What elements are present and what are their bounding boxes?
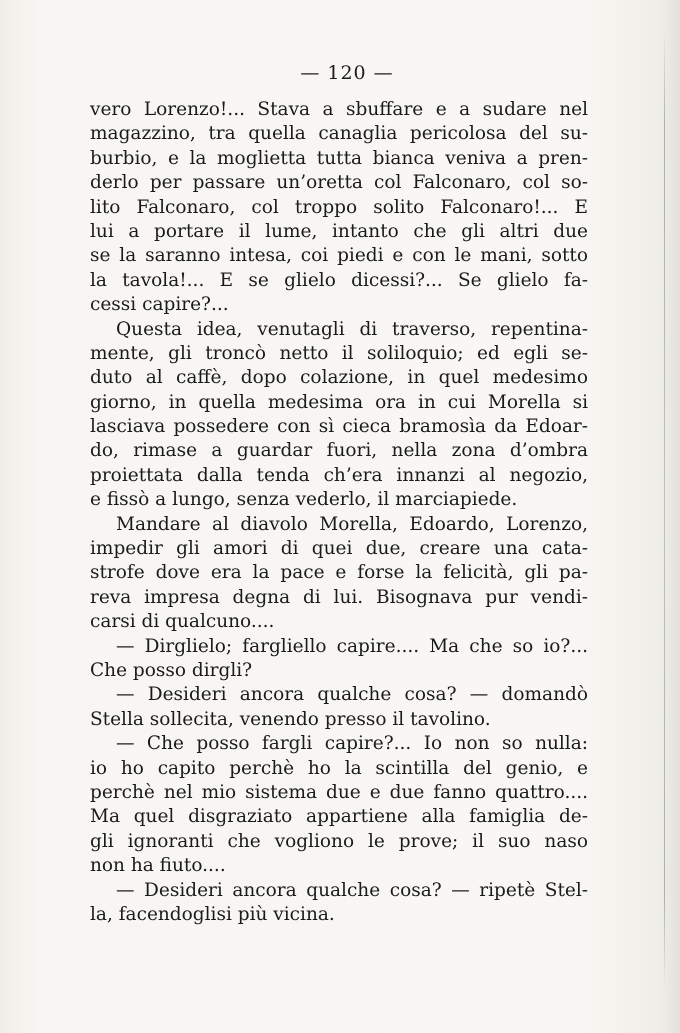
text-line: Stella sollecita, venendo presso il tavolino. xyxy=(90,708,491,730)
text-line: reva impresa degna di lui. Bisognava pur vendi- xyxy=(90,586,588,608)
text-line: do, rimase a guardar fuori, nella zona d’ombra xyxy=(90,440,588,462)
page-number: — 120 — xyxy=(300,62,394,84)
text-line: perchè nel mio sistema due e due fanno quattro.... xyxy=(90,781,588,803)
text-line: lito Falconaro, col troppo solito Falconaro!... E xyxy=(90,196,588,218)
text-line: — Desideri ancora qualche cosa? — domandò xyxy=(116,684,588,706)
text-line: — Desideri ancora qualche cosa? — ripetè Stel- xyxy=(116,879,588,901)
text-line: magazzino, tra quella canaglia pericolosa del su- xyxy=(90,123,588,145)
text-line: impedir gli amori di quei due, creare una cata- xyxy=(90,538,588,560)
text-line: strofe dove era la pace e forse la felicità, gli pa- xyxy=(90,562,588,584)
text-line: Mandare al diavolo Morella, Edoardo, Lorenzo, xyxy=(116,513,588,535)
text-line: — Che posso fargli capire?... Io non so nulla: xyxy=(116,733,588,755)
text-line: — Dirglielo; fargliello capire.... Ma che so io?... xyxy=(116,635,588,657)
text-line: burbio, e la moglietta tutta bianca veniva a pren- xyxy=(90,147,588,169)
text-line: cessi capire?... xyxy=(90,294,229,316)
text-line: mente, gli troncò netto il soliloquio; ed egli se- xyxy=(90,342,588,364)
text-line: vero Lorenzo!... Stava a sbuffare e a sudare nel xyxy=(90,99,588,120)
text-line: lasciava possedere con sì cieca bramosìa da Edoar- xyxy=(90,416,588,438)
page-edge-shadow xyxy=(664,30,665,990)
text-line: proiettata dalla tenda ch’era innanzi al negozio, xyxy=(90,464,588,486)
text-line: se la saranno intesa, coi piedi e con le mani, sotto xyxy=(90,245,588,267)
text-line: la, facendoglisi più vicina. xyxy=(90,903,335,925)
text-line: carsi di qualcuno.... xyxy=(90,611,275,633)
text-line: Ma quel disgraziato appartiene alla famiglia de- xyxy=(90,806,588,828)
text-line: io ho capito perchè ho la scintilla del genio, e xyxy=(90,757,588,779)
text-line: derlo per passare un’oretta col Falconaro, col so- xyxy=(90,172,588,194)
text-line: la tavola!... E se glielo dicessi?... Se glielo fa- xyxy=(90,269,588,291)
text-line: Che posso dirgli? xyxy=(90,659,253,681)
text-line: non ha fiuto.... xyxy=(90,855,226,877)
text-line: e fissò a lungo, senza vederlo, il marciapiede. xyxy=(90,489,518,511)
text-line: giorno, in quella medesima ora in cui Morella si xyxy=(90,391,588,413)
text-line: Questa idea, venutagli di traverso, repentina- xyxy=(116,318,588,340)
text-line: lui a portare il lume, intanto che gli altri due xyxy=(90,220,588,242)
body-text xyxy=(90,98,588,927)
text-line: duto al caffè, dopo colazione, in quel medesimo xyxy=(90,367,588,389)
text-line: gli ignoranti che vogliono le prove; il suo naso xyxy=(90,830,588,852)
